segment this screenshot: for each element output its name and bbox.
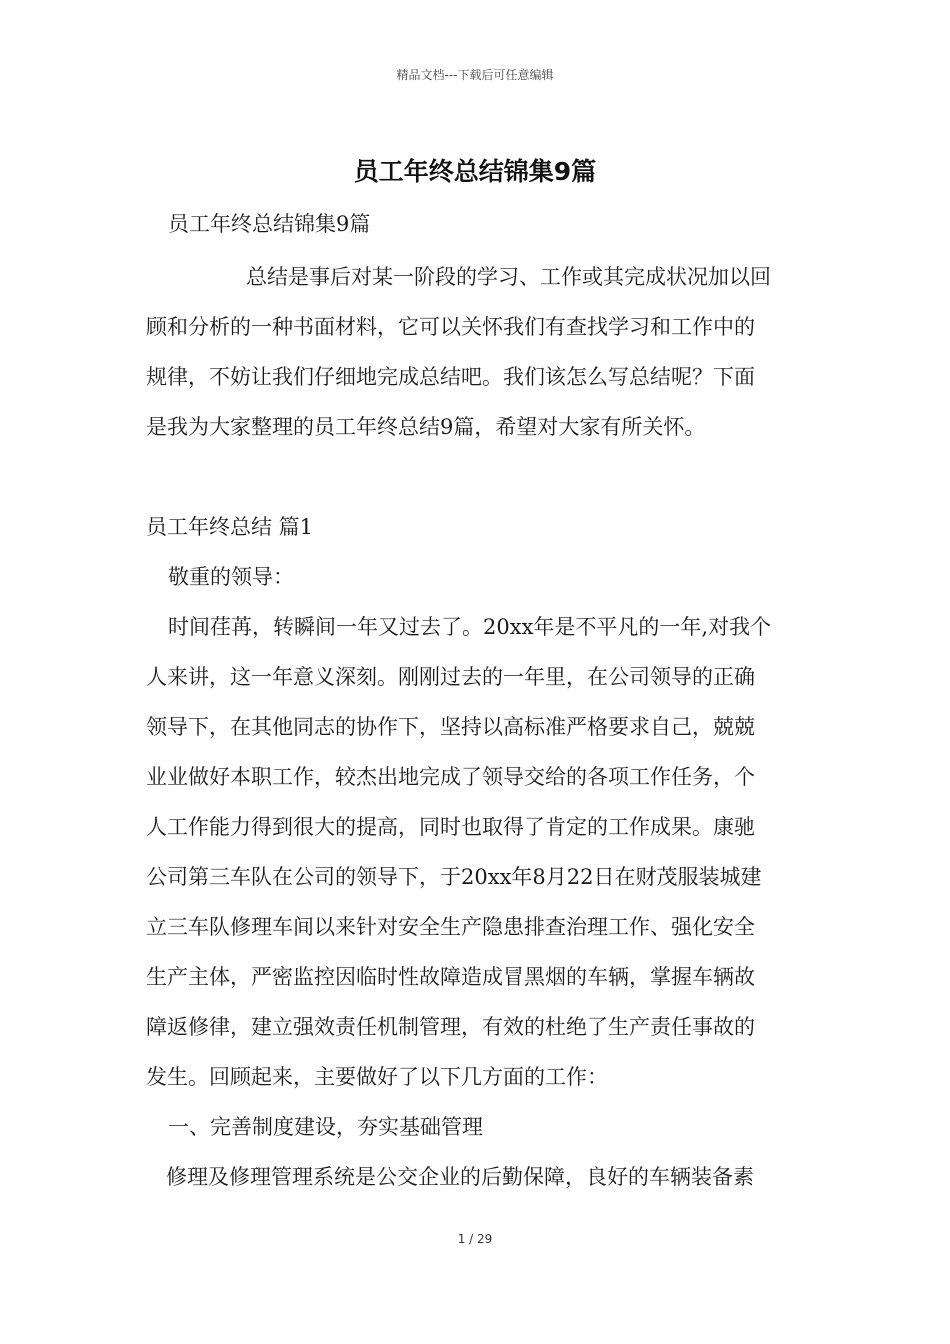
document-title: 员工年终总结锦集9篇 (353, 157, 597, 186)
body-line: 生产主体，严密监控因临时性故障造成冒黑烟的车辆，掌握车辆故 (146, 965, 755, 989)
intro-line: 顾和分析的一种书面材料，它可以关怀我们有查找学习和工作中的 (146, 315, 755, 339)
body-line: 发生。回顾起来，主要做好了以下几方面的工作： (146, 1065, 608, 1089)
intro-line: 规律，不妨让我们仔细地完成总结吧。我们该怎么写总结呢？下面 (146, 365, 755, 389)
intro-line: 是我为大家整理的员工年终总结9篇，希望对大家有所关怀。 (146, 415, 706, 439)
intro-line: 总结是事后对某一阶段的学习、工作或其完成状况加以回 (246, 265, 771, 289)
section-heading: 员工年终总结 篇1 (146, 515, 314, 539)
body-line: 人工作能力得到很大的提高，同时也取得了肯定的工作成果。康驰 (146, 815, 755, 839)
body-line: 公司第三车队在公司的领导下，于20xx年8月22日在财茂服装城建 (146, 865, 762, 889)
body-line: 立三车队修理车间以来针对安全生产隐患排查治理工作、强化安全 (146, 915, 755, 939)
body-line: 障返修律，建立强效责任机制管理，有效的杜绝了生产责任事故的 (146, 1015, 755, 1039)
body-line: 修理及修理管理系统是公交企业的后勤保障，良好的车辆装备素 (166, 1165, 754, 1189)
salutation: 敬重的领导： (168, 565, 294, 589)
document-subtitle: 员工年终总结锦集9篇 (168, 212, 371, 236)
body-line: 业业做好本职工作，较杰出地完成了领导交给的各项工作任务，个 (146, 765, 755, 789)
subheading: 一、完善制度建设，夯实基础管理 (168, 1115, 483, 1139)
body-line: 时间荏苒，转瞬间一年又过去了。20xx年是不平凡的一年,对我个 (168, 615, 772, 639)
header-note: 精品文档---下载后可任意编辑 (396, 68, 554, 82)
body-line: 人来讲，这一年意义深刻。刚刚过去的一年里，在公司领导的正确 (146, 665, 755, 689)
paragraph-spacer (146, 452, 810, 502)
body-line: 领导下，在其他同志的协作下，坚持以高标准严格要求自己，兢兢 (146, 715, 755, 739)
document-body (146, 204, 810, 1202)
page-number: 1 / 29 (457, 1232, 493, 1246)
